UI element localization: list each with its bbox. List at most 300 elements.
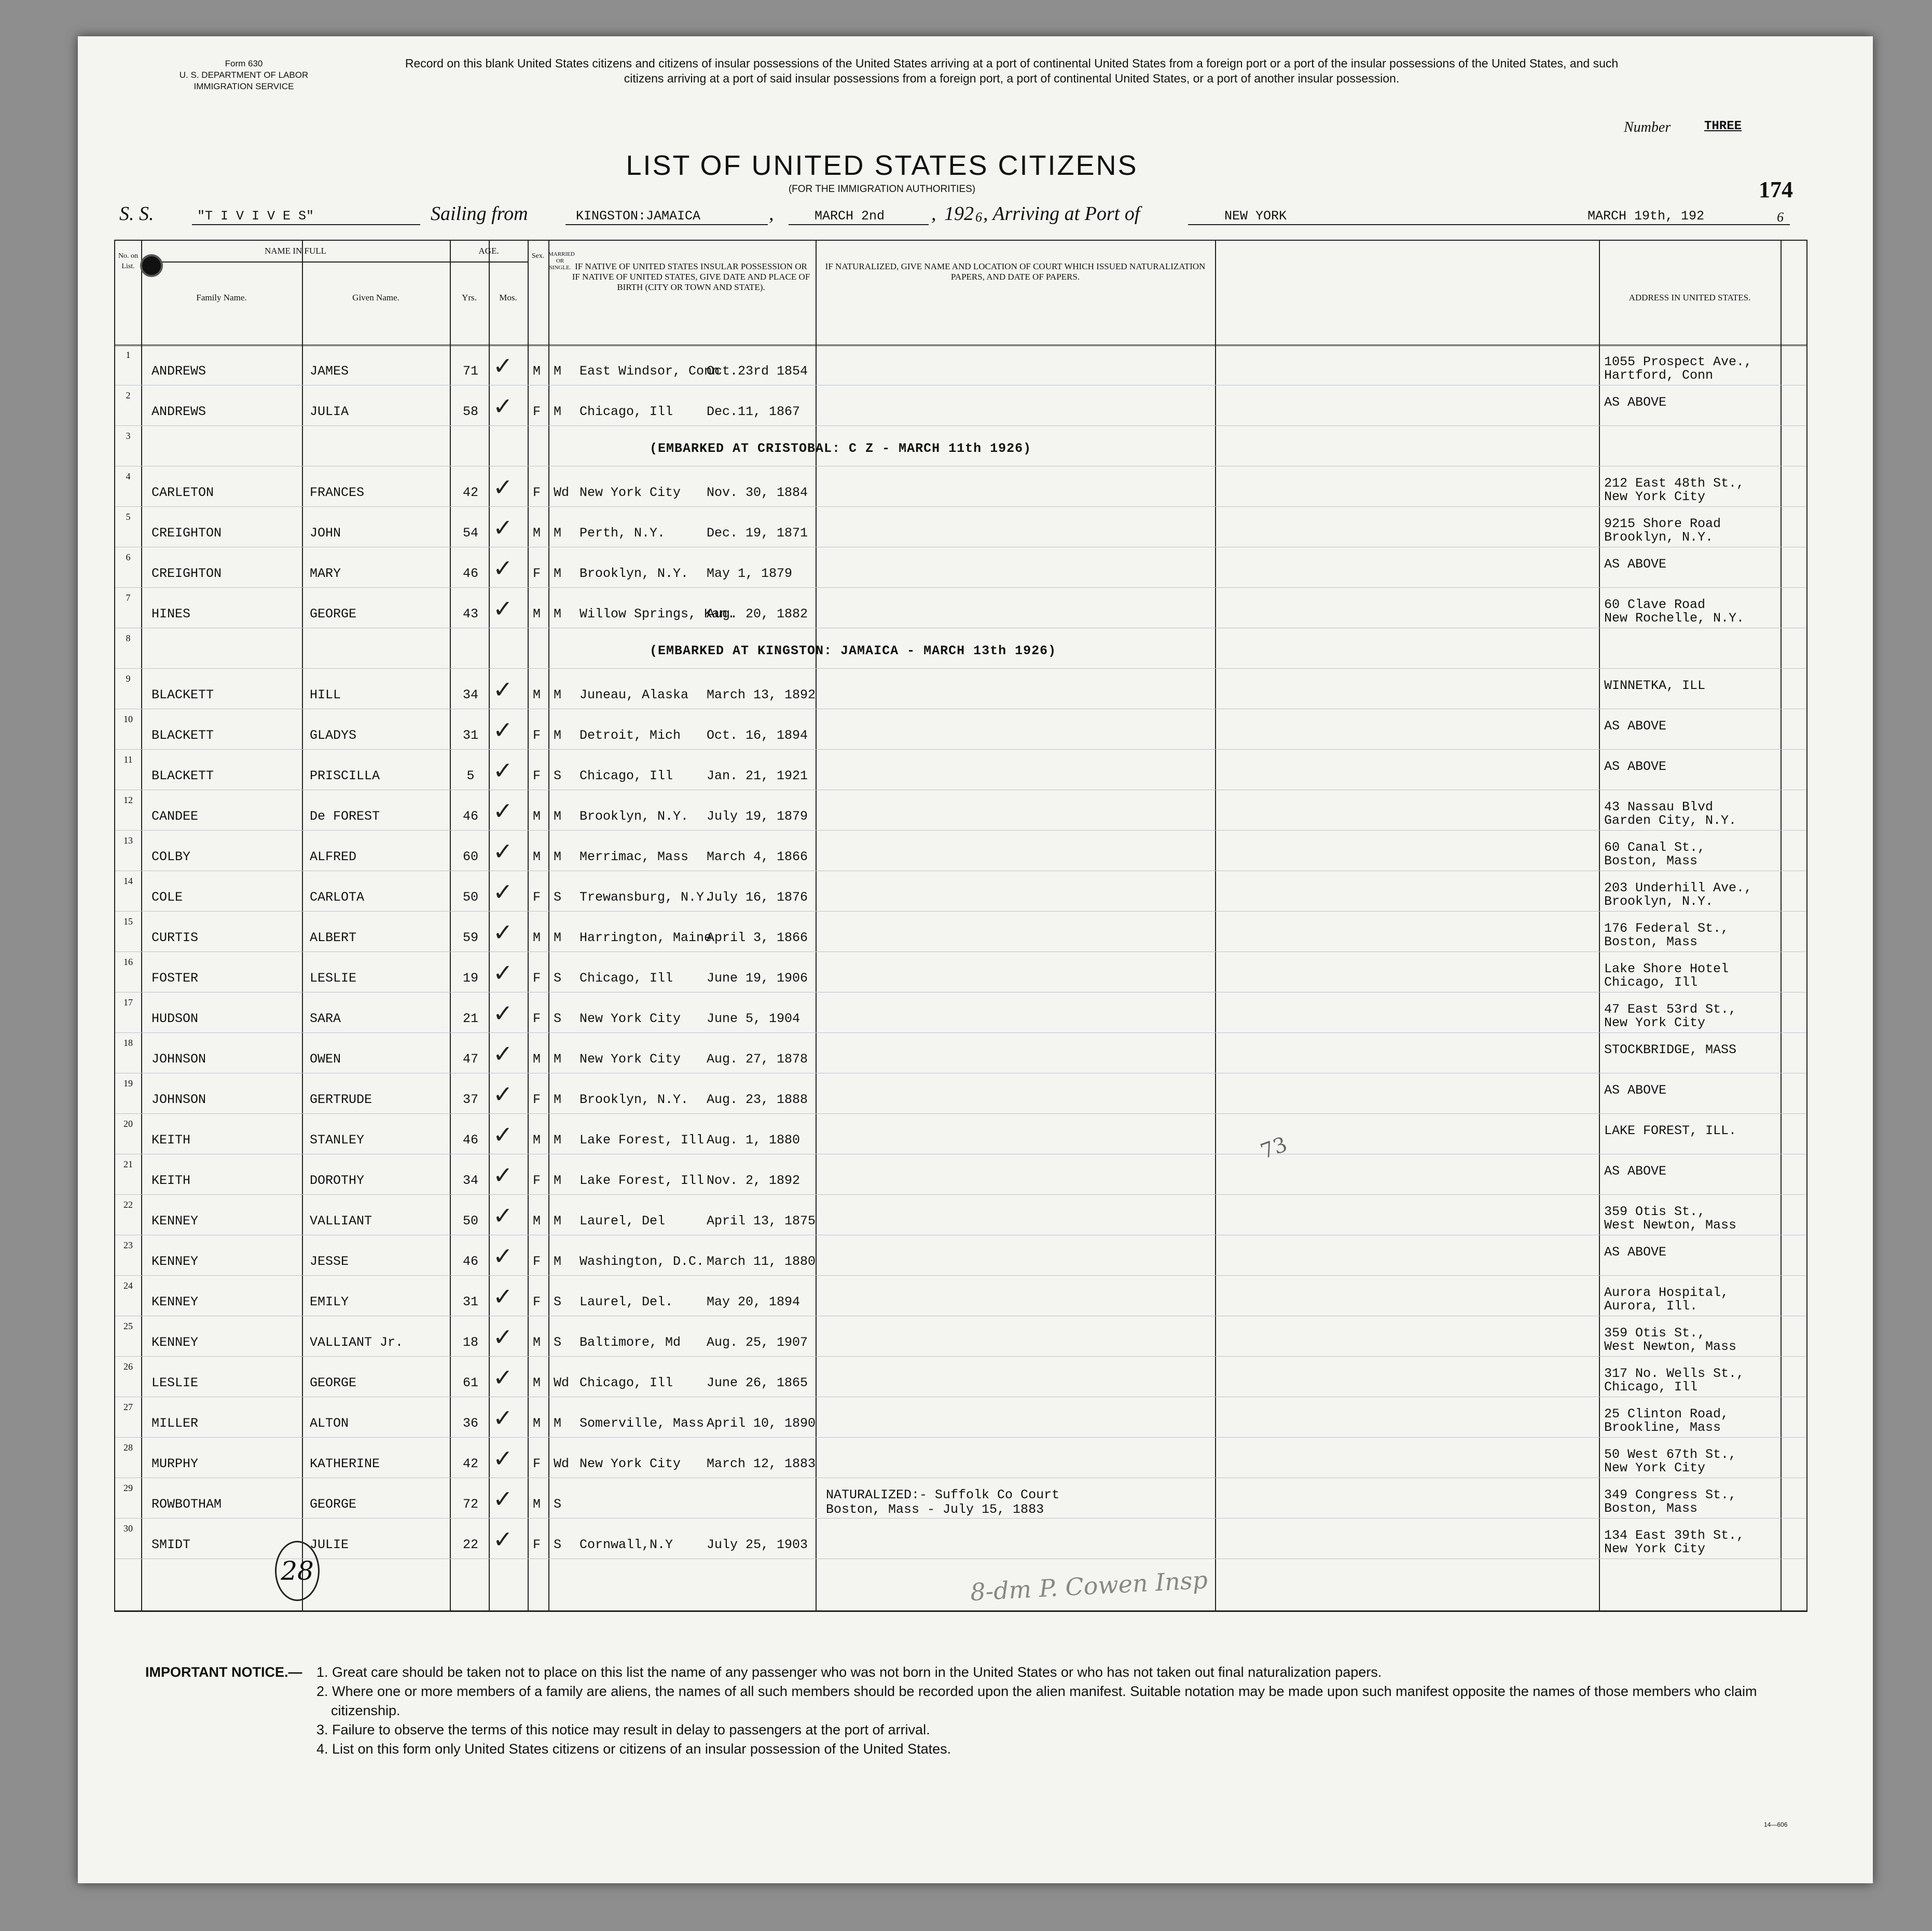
table-row — [115, 992, 1806, 1032]
address-line-1: AS ABOVE — [1604, 1083, 1667, 1098]
birth-place: Trewansburg, N.Y. — [579, 890, 712, 905]
row-number: 2 — [126, 390, 131, 401]
address-line-1: 47 East 53rd St., — [1604, 1002, 1737, 1017]
arrival-date: MARCH 19th, 192 — [1588, 209, 1705, 224]
marital-status: S — [554, 1294, 562, 1309]
birth-place: Laurel, Del — [579, 1213, 666, 1229]
marital-status: M — [554, 404, 562, 419]
service-name: IMMIGRATION SERVICE — [194, 81, 294, 91]
table-row — [115, 1478, 1806, 1518]
row-number: 27 — [123, 1402, 133, 1412]
marital-status: M — [554, 1052, 562, 1067]
table-row — [115, 1316, 1806, 1356]
naturalization-line-1: NATURALIZED:- Suffolk Co Court — [826, 1487, 1060, 1502]
given-name: CARLOTA — [310, 890, 365, 905]
birth-date: March 13, 1892 — [707, 687, 816, 702]
table-row — [115, 749, 1806, 790]
given-name: HILL — [310, 687, 341, 702]
birth-date: July 16, 1876 — [707, 890, 808, 905]
footer-code: 14—606 — [1764, 1821, 1788, 1828]
address-line-1: 359 Otis St., — [1604, 1326, 1706, 1341]
sex-value: M — [533, 687, 541, 702]
marital-status: Wd — [554, 1456, 570, 1471]
row-number: 21 — [123, 1159, 133, 1169]
family-name: KEITH — [151, 1133, 191, 1148]
row-number: 25 — [123, 1321, 133, 1331]
given-name: VALLIANT Jr. — [310, 1335, 404, 1350]
table-row — [115, 911, 1806, 951]
age-years: 46 — [462, 566, 478, 581]
family-name: HUDSON — [151, 1011, 199, 1026]
family-name: KEITH — [151, 1173, 191, 1188]
given-name: DOROTHY — [310, 1173, 365, 1188]
given-name: GEORGE — [310, 1497, 357, 1512]
birth-place: Chicago, Ill — [579, 1375, 673, 1390]
check-mark-icon: ✓ — [493, 1444, 513, 1472]
marital-status: S — [554, 1335, 562, 1350]
col-header-naturalized: IF NATURALIZED, GIVE NAME AND LOCATION OF COURT WHICH ISSUED NATURALIZATION PAPERS, AND DATE OF PAPERS. — [825, 261, 1206, 282]
age-years: 46 — [462, 1133, 478, 1148]
marital-status: S — [554, 1497, 562, 1512]
age-years: 58 — [462, 404, 478, 419]
sex-value: M — [533, 1497, 541, 1512]
age-years: 31 — [462, 728, 478, 743]
col-header-married: MARRIED OR SINGLE. — [548, 251, 575, 271]
address-line-2: West Newton, Mass — [1604, 1339, 1737, 1354]
address-line-2: Aurora, Ill. — [1604, 1299, 1698, 1314]
birth-date: Nov. 30, 1884 — [707, 485, 808, 500]
age-years: 34 — [462, 687, 478, 702]
family-name: ROWBOTHAM — [151, 1497, 222, 1512]
row-number: 13 — [123, 835, 133, 846]
family-name: CURTIS — [151, 930, 199, 945]
age-years: 50 — [462, 1213, 478, 1229]
number-value: THREE — [1704, 119, 1742, 133]
check-mark-icon: ✓ — [493, 716, 513, 744]
check-mark-icon: ✓ — [493, 756, 513, 784]
page-title: LIST OF UNITED STATES CITIZENS — [626, 150, 1138, 181]
address-line-2: Garden City, N.Y. — [1604, 813, 1737, 828]
birth-place: Washington, D.C. — [579, 1254, 705, 1269]
table-row — [115, 830, 1806, 871]
passenger-table — [114, 240, 1807, 1612]
table-row — [115, 506, 1806, 547]
family-name: FOSTER — [151, 971, 199, 986]
address-line-1: 50 West 67th St., — [1604, 1447, 1737, 1462]
sex-value: M — [533, 809, 541, 824]
table-row — [115, 1113, 1806, 1154]
row-number: 18 — [123, 1038, 133, 1048]
given-name: GEORGE — [310, 1375, 357, 1390]
address-line-2: New York City — [1604, 1541, 1706, 1556]
table-row — [115, 1356, 1806, 1397]
family-name: COLBY — [151, 849, 191, 864]
check-mark-icon: ✓ — [493, 1040, 513, 1068]
given-name: STANLEY — [310, 1133, 365, 1148]
check-mark-icon: ✓ — [493, 1161, 513, 1189]
sex-value: F — [533, 404, 541, 419]
birth-place: Cornwall,N.Y — [579, 1537, 673, 1552]
check-mark-icon: ✓ — [493, 1485, 513, 1513]
address-line-1: 203 Underhill Ave., — [1604, 880, 1752, 895]
address-line-1: 43 Nassau Blvd — [1604, 799, 1714, 815]
check-mark-icon: ✓ — [493, 837, 513, 865]
given-name: FRANCES — [310, 485, 365, 500]
sail-date: MARCH 2nd — [815, 209, 885, 224]
age-years: 21 — [462, 1011, 478, 1026]
address-line-2: West Newton, Mass — [1604, 1218, 1737, 1233]
birth-place: Brooklyn, N.Y. — [579, 566, 689, 581]
birth-place: Willow Springs, Kan. — [579, 606, 736, 622]
check-mark-icon: ✓ — [493, 514, 513, 542]
table-row — [115, 1073, 1806, 1113]
address-line-1: AS ABOVE — [1604, 395, 1667, 410]
given-name: SARA — [310, 1011, 341, 1026]
sex-value: M — [533, 606, 541, 622]
marital-status: S — [554, 971, 562, 986]
sex-value: M — [533, 526, 541, 541]
row-number: 12 — [123, 795, 133, 805]
sex-value: M — [533, 1416, 541, 1431]
row-number: 8 — [126, 633, 131, 643]
birth-place: Chicago, Ill — [579, 971, 673, 986]
address-line-2: Brooklyn, N.Y. — [1604, 530, 1714, 545]
marital-status: M — [554, 809, 562, 824]
check-mark-icon: ✓ — [493, 675, 513, 704]
address-line-1: LAKE FOREST, ILL. — [1604, 1123, 1737, 1138]
arriving-label: , Arriving at Port of — [983, 203, 1140, 225]
address-line-1: 25 Clinton Road, — [1604, 1406, 1729, 1422]
given-name: JESSE — [310, 1254, 349, 1269]
birth-place: Chicago, Ill — [579, 404, 673, 419]
address-line-1: 134 East 39th St., — [1604, 1528, 1745, 1543]
family-name: SMIDT — [151, 1537, 191, 1552]
birth-place: Lake Forest, Ill — [579, 1133, 705, 1148]
marital-status: M — [554, 364, 562, 379]
col-header-address: ADDRESS IN UNITED STATES. — [1629, 293, 1751, 302]
row-number: 15 — [123, 916, 133, 927]
marital-status: M — [554, 1416, 562, 1431]
check-mark-icon: ✓ — [493, 554, 513, 582]
age-years: 54 — [462, 526, 478, 541]
table-row — [115, 709, 1806, 749]
col-header-birth: IF NATIVE OF UNITED STATES INSULAR POSSESSION OR IF NATIVE OF UNITED STATES, GIVE DATE AND PLACE OF BIRTH (CITY OR TOWN AND STATE). — [572, 261, 810, 292]
col-header-sex: Sex. — [531, 252, 545, 260]
check-mark-icon: ✓ — [493, 797, 513, 825]
birth-place: East Windsor, Conn — [579, 364, 720, 379]
marital-status: M — [554, 687, 562, 702]
family-name: CREIGHTON — [151, 526, 222, 541]
row-number: 30 — [123, 1523, 133, 1534]
circled-count: 28 — [275, 1541, 320, 1601]
address-line-1: Aurora Hospital, — [1604, 1285, 1729, 1300]
table-row — [115, 547, 1806, 587]
address-line-2: New York City — [1604, 1015, 1706, 1030]
table-row — [115, 587, 1806, 628]
check-mark-icon: ✓ — [493, 1323, 513, 1351]
birth-place: Somerville, Mass — [579, 1416, 705, 1431]
age-years: 22 — [462, 1537, 478, 1552]
table-row — [115, 1397, 1806, 1437]
sex-value: M — [533, 1133, 541, 1148]
marital-status: Wd — [554, 1375, 570, 1390]
table-row — [115, 1194, 1806, 1235]
family-name: CREIGHTON — [151, 566, 222, 581]
check-mark-icon: ✓ — [493, 1080, 513, 1108]
birth-place: New York City — [579, 1011, 681, 1026]
marital-status: S — [554, 1011, 562, 1026]
address-line-2: New York City — [1604, 1460, 1706, 1475]
address-line-2: Boston, Mass — [1604, 853, 1698, 868]
family-name: JOHNSON — [151, 1052, 206, 1067]
sheet-number: 174 — [1759, 177, 1793, 202]
given-name: MARY — [310, 566, 341, 581]
address-line-1: AS ABOVE — [1604, 557, 1667, 572]
marital-status: M — [554, 1133, 562, 1148]
row-number: 14 — [123, 876, 133, 886]
address-line-1: 349 Congress St., — [1604, 1487, 1737, 1502]
birth-date: Oct.23rd 1854 — [707, 364, 808, 379]
form-number: Form 630 — [225, 59, 263, 68]
age-years: 59 — [462, 930, 478, 945]
form-instructions: Record on this blank United States citizens and citizens of insular possessions of the United States arriving at a port of continental United States from a foreign port or a port of the insular possessions of the United States, and such citizens arriving at a port of said insular possessions from a foreign port, a port of continental United States, or a port of another insular possession. — [405, 57, 1619, 85]
age-years: 42 — [462, 485, 478, 500]
age-years: 46 — [462, 809, 478, 824]
sex-value: F — [533, 1456, 541, 1471]
age-years: 36 — [462, 1416, 478, 1431]
family-name: JOHNSON — [151, 1092, 206, 1107]
table-row — [115, 790, 1806, 830]
notice-item: 1. Great care should be taken not to place on this list the name of any passenger who was not born in the United States or who has not taken out final naturalization papers. — [316, 1664, 1382, 1680]
address-line-1: AS ABOVE — [1604, 759, 1667, 774]
arrival-year-digit: 6 — [1777, 210, 1784, 225]
table-row — [115, 1275, 1806, 1316]
family-name: ANDREWS — [151, 404, 206, 419]
notice-item: 3. Failure to observe the terms of this notice may result in delay to passengers at the port of arrival. — [316, 1722, 930, 1737]
address-line-1: 317 No. Wells St., — [1604, 1366, 1745, 1381]
address-line-1: WINNETKA, ILL — [1604, 678, 1706, 693]
col-header-name: NAME IN FULL — [265, 246, 326, 256]
given-name: GEORGE — [310, 606, 357, 622]
check-mark-icon: ✓ — [493, 352, 513, 380]
birth-place: Harrington, Maine — [579, 930, 712, 945]
given-name: ALFRED — [310, 849, 357, 864]
family-name: COLE — [151, 890, 183, 905]
given-name: JOHN — [310, 526, 341, 541]
age-years: 18 — [462, 1335, 478, 1350]
ss-label: S. S. — [119, 203, 154, 225]
marital-status: S — [554, 1537, 562, 1552]
marital-status: M — [554, 606, 562, 622]
address-line-2: New Rochelle, N.Y. — [1604, 611, 1745, 626]
col-header-no: No. on List. — [118, 252, 139, 270]
margin-mark: 73 — [1257, 1132, 1291, 1164]
marital-status: M — [554, 930, 562, 945]
sail-year-label: 192 — [944, 203, 974, 225]
row-number: 3 — [126, 431, 131, 441]
birth-place: Brooklyn, N.Y. — [579, 1092, 689, 1107]
row-number: 23 — [123, 1240, 133, 1250]
col-header-mos: Mos. — [499, 293, 517, 302]
naturalization-line-2: Boston, Mass - July 15, 1883 — [826, 1502, 1044, 1517]
sex-value: F — [533, 1092, 541, 1107]
family-name: HINES — [151, 606, 191, 622]
check-mark-icon: ✓ — [493, 595, 513, 623]
family-name: KENNEY — [151, 1335, 199, 1350]
marital-status: Wd — [554, 485, 570, 500]
address-line-1: 359 Otis St., — [1604, 1204, 1706, 1219]
given-name: JULIE — [310, 1537, 349, 1552]
birth-date: June 26, 1865 — [707, 1375, 808, 1390]
sail-year-digit: 6 — [975, 210, 982, 225]
check-mark-icon: ✓ — [493, 1363, 513, 1391]
given-name: LESLIE — [310, 971, 357, 986]
age-years: 19 — [462, 971, 478, 986]
birth-place: Perth, N.Y. — [579, 526, 666, 541]
marital-status: M — [554, 1254, 562, 1269]
row-number: 9 — [126, 673, 131, 684]
address-line-2: Boston, Mass — [1604, 934, 1698, 949]
sex-value: F — [533, 1254, 541, 1269]
row-number: 6 — [126, 552, 131, 562]
to-port: NEW YORK — [1224, 209, 1287, 224]
address-line-2: Brookline, Mass — [1604, 1420, 1721, 1435]
table-row — [115, 1235, 1806, 1275]
sex-value: F — [533, 890, 541, 905]
family-name: ANDREWS — [151, 364, 206, 379]
family-name: KENNEY — [151, 1213, 199, 1229]
marital-status: S — [554, 890, 562, 905]
birth-date: June 5, 1904 — [707, 1011, 801, 1026]
birth-date: July 19, 1879 — [707, 809, 808, 824]
check-mark-icon: ✓ — [493, 392, 513, 420]
birth-place: New York City — [579, 1052, 681, 1067]
sex-value: M — [533, 1375, 541, 1390]
family-name: KENNEY — [151, 1254, 199, 1269]
check-mark-icon: ✓ — [493, 1525, 513, 1553]
sex-value: F — [533, 1537, 541, 1552]
sex-value: F — [533, 485, 541, 500]
row-number: 16 — [123, 957, 133, 967]
row-number: 20 — [123, 1119, 133, 1129]
family-name: LESLIE — [151, 1375, 199, 1390]
address-line-2: Brooklyn, N.Y. — [1604, 894, 1714, 909]
embarkation-note: (EMBARKED AT KINGSTON: JAMAICA - MARCH 13th 1926) — [650, 643, 1057, 658]
birth-place: Lake Forest, Ill — [579, 1173, 705, 1188]
birth-date: Oct. 16, 1894 — [707, 728, 808, 743]
table-row — [115, 466, 1806, 506]
marital-status: M — [554, 1092, 562, 1107]
address-line-1: AS ABOVE — [1604, 719, 1667, 734]
sex-value: M — [533, 1335, 541, 1350]
sex-value: M — [533, 849, 541, 864]
check-mark-icon: ✓ — [493, 1202, 513, 1230]
marital-status: M — [554, 728, 562, 743]
birth-date: April 10, 1890 — [707, 1416, 816, 1431]
col-header-given: Given Name. — [352, 293, 399, 302]
family-name: MURPHY — [151, 1456, 199, 1471]
birth-date: May 20, 1894 — [707, 1294, 801, 1309]
address-line-1: 1055 Prospect Ave., — [1604, 354, 1752, 369]
address-line-1: AS ABOVE — [1604, 1245, 1667, 1260]
birth-date: Jan. 21, 1921 — [707, 768, 808, 783]
sex-value: M — [533, 1052, 541, 1067]
sex-value: F — [533, 1173, 541, 1188]
age-years: 61 — [462, 1375, 478, 1390]
address-line-1: 60 Clave Road — [1604, 597, 1706, 612]
address-line-2: Chicago, Ill — [1604, 1380, 1698, 1395]
col-header-family: Family Name. — [196, 293, 247, 302]
notice-lead: IMPORTANT NOTICE.— — [145, 1664, 302, 1680]
given-name: GLADYS — [310, 728, 357, 743]
manifest-page — [78, 36, 1873, 1883]
given-name: KATHERINE — [310, 1456, 380, 1471]
given-name: JAMES — [310, 364, 349, 379]
address-line-1: STOCKBRIDGE, MASS — [1604, 1042, 1737, 1057]
given-name: JULIA — [310, 404, 349, 419]
row-number: 29 — [123, 1483, 133, 1493]
check-mark-icon: ✓ — [493, 918, 513, 946]
row-number: 19 — [123, 1078, 133, 1088]
sex-value: F — [533, 1294, 541, 1309]
from-port: KINGSTON:JAMAICA — [576, 209, 701, 224]
age-years: 46 — [462, 1254, 478, 1269]
birth-date: Nov. 2, 1892 — [707, 1173, 801, 1188]
birth-date: March 12, 1883 — [707, 1456, 816, 1471]
birth-place: New York City — [579, 485, 681, 500]
birth-place: Chicago, Ill — [579, 768, 673, 783]
department-name: U. S. DEPARTMENT OF LABOR — [179, 70, 309, 80]
family-name: MILLER — [151, 1416, 199, 1431]
marital-status: M — [554, 1213, 562, 1229]
given-name: EMILY — [310, 1294, 349, 1309]
given-name: OWEN — [310, 1052, 341, 1067]
sex-value: F — [533, 768, 541, 783]
age-years: 42 — [462, 1456, 478, 1471]
check-mark-icon: ✓ — [493, 1282, 513, 1311]
embarkation-note: (EMBARKED AT CRISTOBAL: C Z - MARCH 11th 1926) — [650, 441, 1032, 456]
family-name: BLACKETT — [151, 768, 214, 783]
row-number: 4 — [126, 471, 131, 481]
birth-date: Aug. 1, 1880 — [707, 1133, 801, 1148]
check-mark-icon: ✓ — [493, 878, 513, 906]
age-years: 34 — [462, 1173, 478, 1188]
ship-name: "T I V I V E S" — [197, 209, 314, 224]
birth-date: June 19, 1906 — [707, 971, 808, 986]
address-line-2: Chicago, Ill — [1604, 975, 1698, 990]
inspector-note: 8-dm P. Cowen Insp — [969, 1566, 1209, 1606]
address-line-2: New York City — [1604, 489, 1706, 504]
age-years: 5 — [466, 768, 475, 783]
birth-date: Dec. 19, 1871 — [707, 526, 808, 541]
given-name: PRISCILLA — [310, 768, 380, 783]
birth-date: Aug. 20, 1882 — [707, 606, 808, 622]
table-row — [115, 1437, 1806, 1478]
marital-status: M — [554, 1173, 562, 1188]
address-line-1: 212 East 48th St., — [1604, 476, 1745, 491]
age-years: 31 — [462, 1294, 478, 1309]
row-number: 5 — [126, 512, 131, 522]
table-row — [115, 871, 1806, 911]
number-label: Number — [1624, 119, 1671, 135]
birth-date: Aug. 23, 1888 — [707, 1092, 808, 1107]
sex-value: M — [533, 930, 541, 945]
age-years: 60 — [462, 849, 478, 864]
address-line-2: Hartford, Conn — [1604, 368, 1714, 383]
notice-item: 4. List on this form only United States citizens or citizens of an insular possession of the United States. — [316, 1741, 951, 1757]
row-number: 22 — [123, 1199, 133, 1210]
row-number: 11 — [123, 754, 133, 765]
